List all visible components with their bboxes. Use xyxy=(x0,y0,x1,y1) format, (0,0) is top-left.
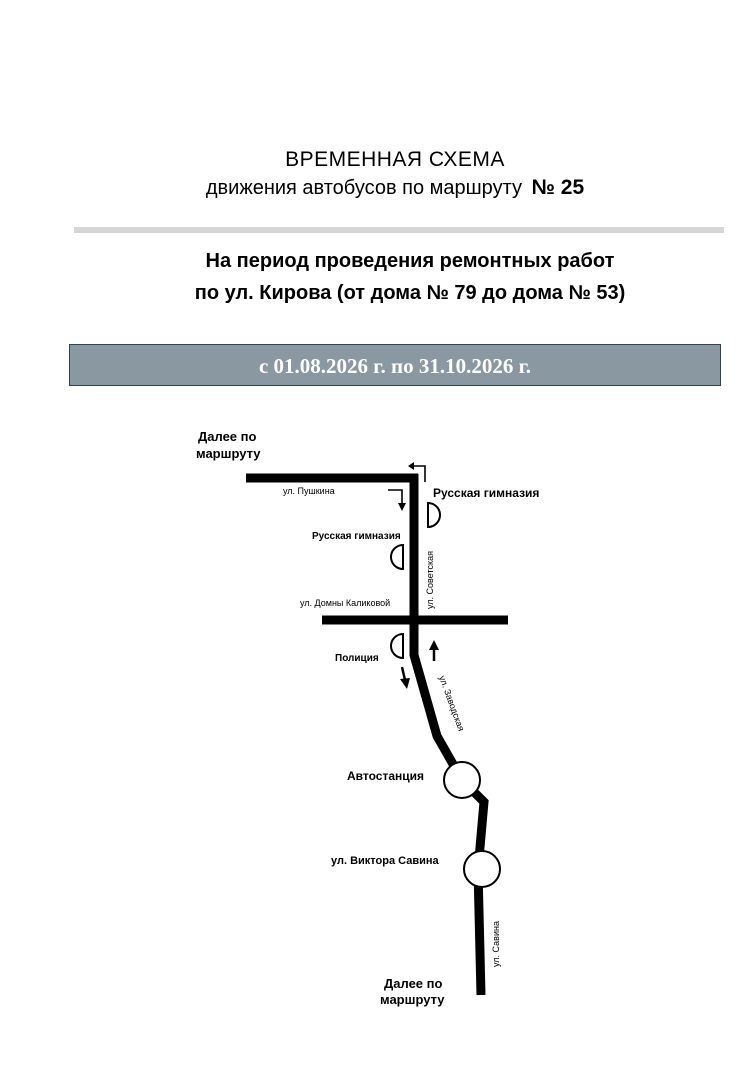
stop-marker-gymnasium-left xyxy=(391,545,403,569)
stop-marker-gymnasium-right xyxy=(428,503,440,527)
continue-top-line2: маршруту xyxy=(196,446,261,461)
roads xyxy=(246,474,508,995)
roundabout-bus-station xyxy=(444,762,480,798)
stop-label-bus-station: Автостанция xyxy=(347,769,425,783)
continue-bottom-line2: маршруту xyxy=(380,992,445,1007)
notice-line-2: по ул. Кирова (от дома № 79 до дома № 53) xyxy=(194,282,626,304)
turn-down-arrow-icon xyxy=(388,490,406,511)
stop-label-gymnasium-right: Русская гимназия xyxy=(433,486,540,500)
roundabouts xyxy=(444,762,500,887)
period-banner: с 01.08.2026 г. по 31.10.2026 г. xyxy=(69,344,721,386)
route-number: № 25 xyxy=(531,176,585,199)
continue-top-line1: Далее по xyxy=(198,429,257,444)
street-label-domny-kalikovoy: ул. Домны Каликовой xyxy=(300,598,391,608)
stop-label-viktora-savina: ул. Виктора Савина xyxy=(331,855,439,867)
stop-marker-police xyxy=(391,634,403,658)
street-label-savina: ул. Савина xyxy=(491,921,501,967)
roundabout-viktora-savina xyxy=(464,851,500,887)
stop-label-gymnasium-left: Русская гимназия xyxy=(312,531,401,542)
stop-label-police: Полиция xyxy=(335,653,379,664)
street-label-zavodskaya: ул. Заводская xyxy=(437,674,467,733)
arrow-up-icon xyxy=(429,640,439,661)
street-label-pushkina: ул. Пушкина xyxy=(283,486,335,496)
continue-bottom-line1: Далее по xyxy=(384,976,443,991)
notice-line-1: На период проведения ремонтных работ xyxy=(205,250,615,272)
street-label-sovetskaya: ул. Советская xyxy=(425,551,435,609)
page-title: ВРЕМЕННАЯ СХЕМА xyxy=(285,148,505,171)
route-label: движения автобусов по маршруту xyxy=(205,177,522,199)
arrow-down-icon xyxy=(400,667,410,689)
